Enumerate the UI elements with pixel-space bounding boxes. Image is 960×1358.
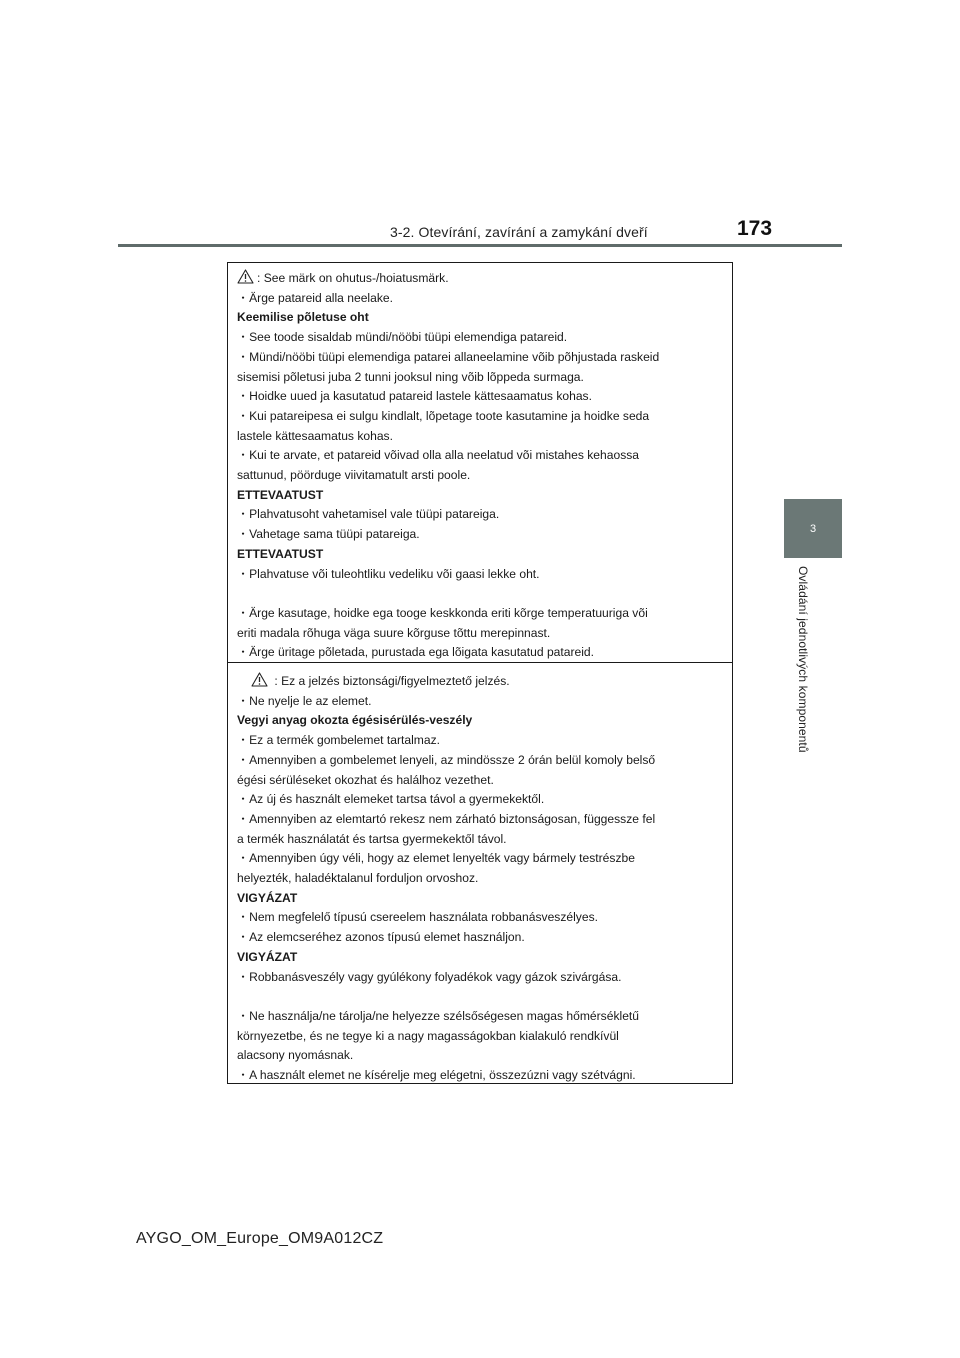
warning-text-line: ・Az elemcseréhez azonos típusú elemet használjon. <box>237 930 525 945</box>
chapter-tab-label: Ovládání jednotlivých komponentů <box>796 566 810 753</box>
warning-text-line: ・A használt elemet ne kísérelje meg elégetni, összezúzni vagy szétvágni. <box>237 1068 636 1083</box>
warning-text-line: ・Plahvatuse või tuleohtliku vedeliku või gaasi lekke oht. <box>237 566 540 581</box>
document-code: AYGO_OM_Europe_OM9A012CZ <box>136 1230 384 1247</box>
warning-text-line: sattunud, pöörduge viivitamatult arsti poole. <box>237 468 471 483</box>
warning-text-line: ・Ne nyelje le az elemet. <box>237 693 372 708</box>
warning-text-line: ・Ez a termék gombelemet tartalmaz. <box>237 733 440 748</box>
warning-text-line: a termék használatát és tartsa gyermekektől távol. <box>237 831 507 846</box>
warning-text-line: lastele kättesaamatus kohas. <box>237 428 393 443</box>
warning-text-line: ・Kui patareipesa ei sulgu kindlalt, lõpetage toote kasutamine ja hoidke seda <box>237 408 650 423</box>
estonian-icon-line <box>237 269 727 289</box>
chapter-tab <box>784 499 842 558</box>
estonian-icon-caption: : See märk on ohutus-/hoiatusmärk. <box>257 271 449 285</box>
warning-text-line: ・Ärge kasutage, hoidke ega tooge keskkonda eriti kõrge temperatuuriga või <box>237 605 648 620</box>
warning-heading: Keemilise põletuse oht <box>237 310 369 325</box>
blank-line <box>237 987 727 1007</box>
warning-text-line: ・Robbanásveszély vagy gyúlékony folyadékok vagy gázok szivárgása. <box>237 969 622 984</box>
warning-heading: VIGYÁZAT <box>237 890 298 905</box>
estonian-warning-section <box>237 269 727 663</box>
warning-text-line: ・Amennyiben úgy véli, hogy az elemet lenyelték vagy bármely testrészbe <box>237 851 635 866</box>
header-divider <box>118 244 842 247</box>
warning-text-line: eriti madala rõhuga väga suure kõrguse tõttu merepinnast. <box>237 625 551 640</box>
page-number: 173 <box>737 217 773 240</box>
warning-text-line: ・Kui te arvate, et patareid võivad olla alla neelatud või mistahes kehaossa <box>237 448 640 463</box>
warning-text-line: ・Amennyiben az elemtartó rekesz nem zárható biztonságosan, függessze fel <box>237 811 656 826</box>
blank-line <box>237 584 727 604</box>
hungarian-icon-line <box>237 672 727 692</box>
battery-warning-box <box>227 262 733 1084</box>
warning-text-line: ・See toode sisaldab mündi/nööbi tüüpi elemendiga patareid. <box>237 330 568 345</box>
hungarian-icon-caption: : Ez a jelzés biztonsági/figyelmeztető jelzés. <box>271 674 510 688</box>
warning-text-line: ・Az új és használt elemeket tartsa távol a gyermekektől. <box>237 792 545 807</box>
warning-text-line: sisemisi põletusi juba 2 tunni jooksul ning võib lõppeda surmaga. <box>237 369 584 384</box>
warning-text-line: ・Ärge patareid alla neelake. <box>237 290 393 305</box>
warning-text-line: ・Nem megfelelő típusú csereelem használata robbanásveszélyes. <box>237 910 598 925</box>
warning-heading: ETTEVAATUST <box>237 487 324 502</box>
warning-triangle-icon <box>237 269 254 284</box>
warning-text-line: ・Plahvatusoht vahetamisel vale tüüpi patareiga. <box>237 507 500 522</box>
warning-text-line: környezetbe, és ne tegye ki a nagy magasságokban kialakuló rendkívül <box>237 1028 619 1043</box>
language-divider <box>228 662 732 663</box>
warning-triangle-icon <box>251 672 268 687</box>
warning-text-line: ・Ärge üritage põletada, purustada ega lõigata kasutatud patareid. <box>237 645 595 660</box>
warning-text-line: alacsony nyomásnak. <box>237 1048 354 1063</box>
warning-heading: Vegyi anyag okozta égésisérülés-veszély <box>237 713 473 728</box>
warning-text-line: helyezték, haladéktalanul forduljon orvoshoz. <box>237 871 479 886</box>
warning-text-line: ・Amennyiben a gombelemet lenyeli, az mindössze 2 órán belül komoly belső <box>237 752 656 767</box>
warning-text-line: ・Hoidke uued ja kasutatud patareid lastele kättesaamatus kohas. <box>237 389 592 404</box>
hungarian-warning-section <box>237 672 727 1086</box>
warning-text-line: égési sérüléseket okozhat és halálhoz vezethet. <box>237 772 494 787</box>
warning-heading: VIGYÁZAT <box>237 949 298 964</box>
warning-text-line: ・Ne használja/ne tárolja/ne helyezze szélsőségesen magas hőmérsékletű <box>237 1008 640 1023</box>
warning-text-line: ・Vahetage sama tüüpi patareiga. <box>237 527 420 542</box>
warning-text-line: ・Mündi/nööbi tüüpi elemendiga patarei allaneelamine võib põhjustada raskeid <box>237 349 660 364</box>
section-title: 3-2. Otevírání, zavírání a zamykání dveří <box>390 224 648 240</box>
chapter-number: 3 <box>809 522 817 535</box>
warning-heading: ETTEVAATUST <box>237 546 324 561</box>
